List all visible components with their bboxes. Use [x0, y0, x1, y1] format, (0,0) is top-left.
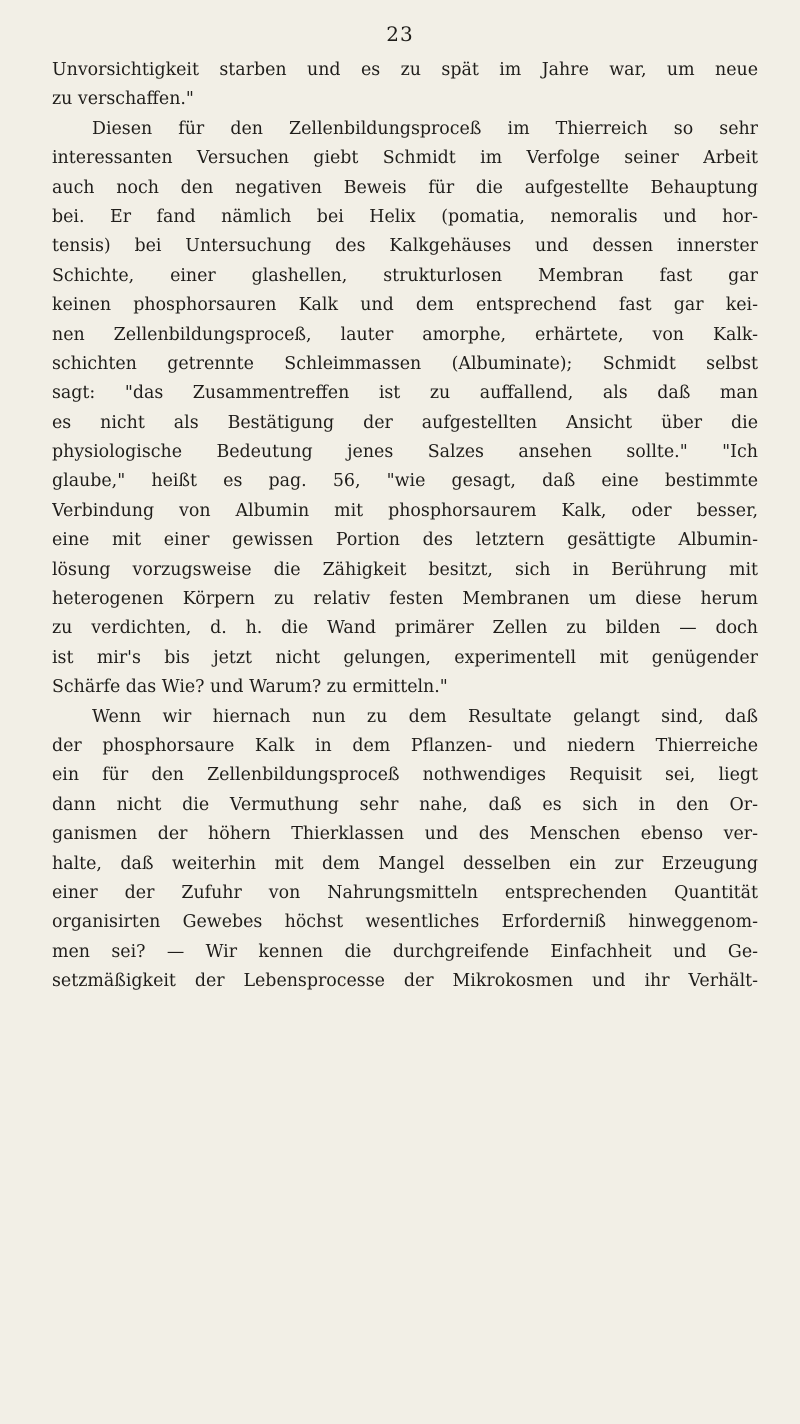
text-line: glaube," heißt es pag. 56, "wie gesagt, daß eine bestimmte — [52, 471, 758, 492]
text-line: heterogenen Körpern zu relativ festen Membranen um diese herum — [52, 589, 758, 610]
text-line: Diesen für den Zellenbildungsproceß im Thierreich so sehr — [92, 118, 758, 139]
text-line: men sei? — Wir kennen die durchgreifende Einfachheit und Ge- — [52, 941, 758, 962]
text-line: einer der Zufuhr von Nahrungsmitteln entsprechenden Quantität — [52, 882, 758, 903]
text-line: zu verschaffen." — [52, 89, 194, 110]
text-line: tensis) bei Untersuchung des Kalkgehäuses und dessen innerster — [52, 236, 758, 257]
text-line: organisirten Gewebes höchst wesentliches Erforderniß hinweggenom- — [52, 912, 758, 933]
text-line: Wenn wir hiernach nun zu dem Resultate gelangt sind, daß — [92, 706, 758, 727]
text-line: Verbindung von Albumin mit phosphorsaurem Kalk, oder besser, — [52, 500, 758, 521]
text-line: sagt: "das Zusammentreffen ist zu auffallend, als daß man — [52, 383, 758, 404]
text-line: Schärfe das Wie? und Warum? zu ermitteln." — [52, 677, 448, 698]
text-line: zu verdichten, d. h. die Wand primärer Zellen zu bilden — doch — [52, 618, 758, 639]
text-line: Schichte, einer glashellen, strukturlosen Membran fast gar — [52, 265, 758, 286]
text-line: keinen phosphorsauren Kalk und dem entsprechend fast gar kei- — [52, 295, 758, 316]
text-line: halte, daß weiterhin mit dem Mangel desselben ein zur Erzeugung — [52, 853, 758, 874]
body-text — [52, 56, 758, 997]
text-line: der phosphorsaure Kalk in dem Pflanzen- und niedern Thierreiche — [52, 735, 758, 756]
text-line: bei. Er fand nämlich bei Helix (pomatia, nemoralis und hor- — [52, 206, 758, 227]
text-line: lösung vorzugsweise die Zähigkeit besitzt, sich in Berührung mit — [52, 559, 758, 580]
text-line: ganismen der höhern Thierklassen und des Menschen ebenso ver- — [52, 824, 758, 845]
text-line: interessanten Versuchen giebt Schmidt im Verfolge seiner Arbeit — [52, 148, 758, 169]
text-line: eine mit einer gewissen Portion des letztern gesättigte Albumin- — [52, 530, 758, 551]
text-line: schichten getrennte Schleimmassen (Albuminate); Schmidt selbst — [52, 353, 758, 374]
text-line: ein für den Zellenbildungsproceß nothwendiges Requisit sei, liegt — [52, 765, 758, 786]
text-line: es nicht als Bestätigung der aufgestellten Ansicht über die — [52, 412, 758, 433]
text-line: Unvorsichtigkeit starben und es zu spät im Jahre war, um neue — [52, 60, 758, 80]
text-line: setzmäßigkeit der Lebensprocesse der Mikrokosmen und ihr Verhält- — [52, 971, 758, 992]
text-line: dann nicht die Vermuthung sehr nahe, daß es sich in den Or- — [52, 794, 758, 815]
text-line: auch noch den negativen Beweis für die aufgestellte Behauptung — [52, 177, 758, 198]
text-line: nen Zellenbildungsproceß, lauter amorphe, erhärtete, von Kalk- — [52, 324, 758, 345]
text-line: ist mir's bis jetzt nicht gelungen, experimentell mit genügender — [52, 647, 758, 668]
page-number: 23 — [386, 22, 414, 46]
text-line: physiologische Bedeutung jenes Salzes ansehen sollte." "Ich — [52, 442, 758, 463]
